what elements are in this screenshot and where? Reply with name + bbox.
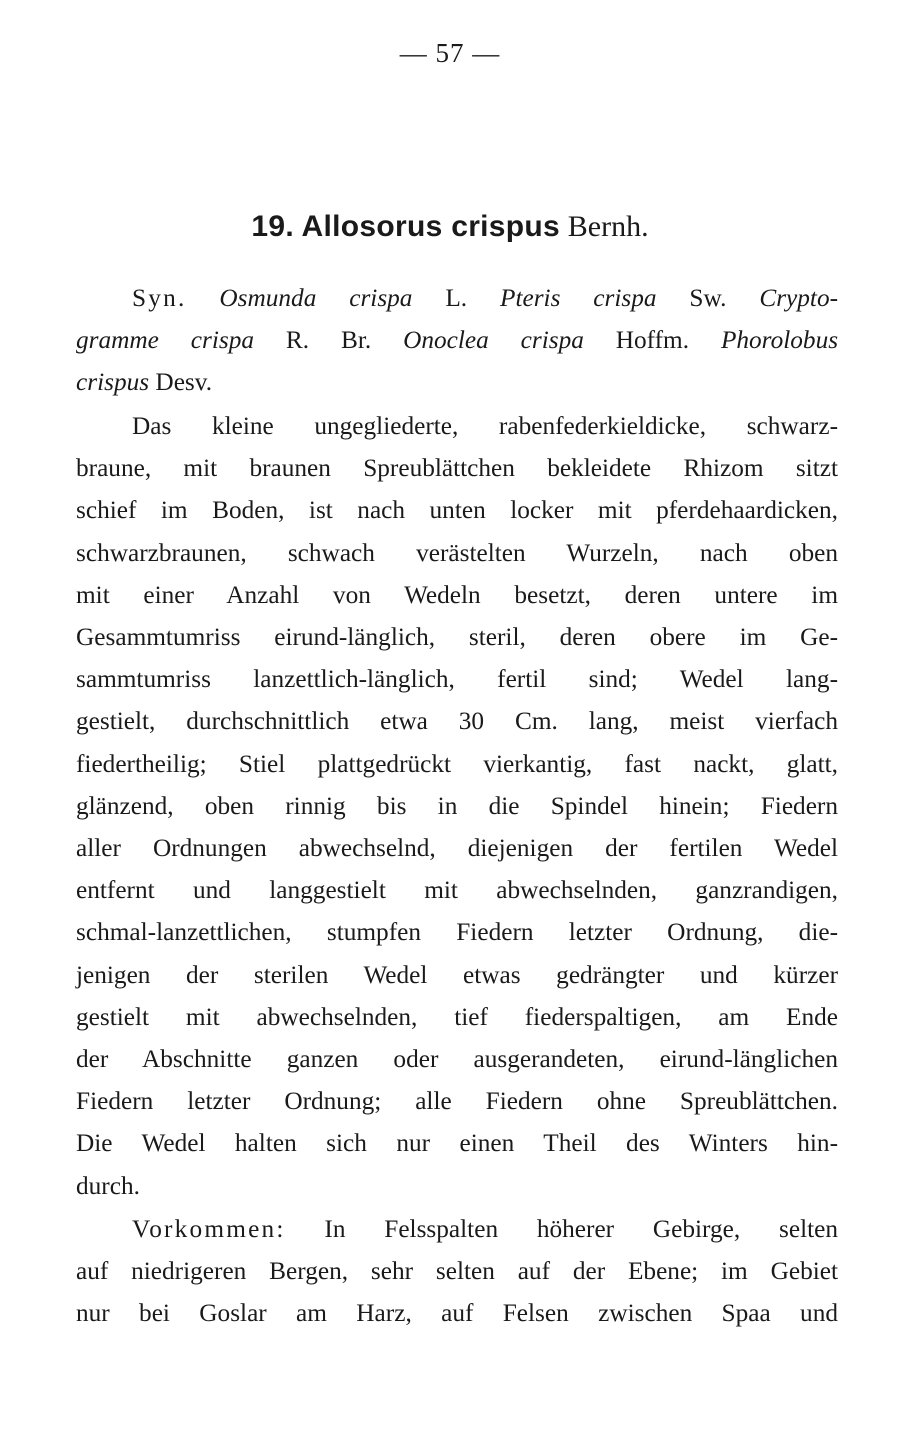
species-author: Bernh.: [567, 210, 649, 243]
vorkommen-line: [76, 1208, 838, 1250]
description-line: schief im Boden, ist nach unten locker mit pferdehaardicken,: [76, 496, 838, 525]
vorkommen-paragraph: [76, 1208, 838, 1335]
synonyms-line: [76, 361, 838, 403]
species-heading: [0, 204, 900, 249]
description-line: mit einer Anzahl von Wedeln besetzt, deren untere im: [76, 580, 838, 609]
description-paragraph: [76, 405, 838, 1207]
description-line: jenigen der sterilen Wedel etwas gedrängter und kürzer: [76, 960, 838, 989]
synonyms-paragraph: [76, 277, 838, 404]
synonyms-line: [76, 319, 838, 361]
description-line: braune, mit braunen Spreublättchen bekleidete Rhizom sitzt: [76, 454, 838, 483]
page-number: — 57 —: [399, 38, 501, 68]
vorkommen-label: Vorkommen:: [132, 1215, 286, 1243]
synonyms-label: Syn.: [132, 284, 187, 312]
vorkommen-line: nur bei Goslar am Harz, auf Felsen zwischen Spaa und: [76, 1299, 838, 1328]
description-line: der Abschnitte ganzen oder ausgerandeten, eirund-länglichen: [76, 1045, 838, 1074]
description-line: Das kleine ungegliederte, rabenfederkieldicke, schwarz-: [132, 412, 838, 440]
synonym-author: Hoffm.: [615, 326, 690, 355]
description-line: gestielt, durchschnittlich etwa 30 Cm. lang, meist vierfach: [76, 707, 838, 736]
synonym-author: Desv.: [155, 368, 213, 397]
description-line: Fiedern letzter Ordnung; alle Fiedern ohne Spreublättchen.: [76, 1087, 838, 1116]
synonym-name: Phorolobus: [720, 326, 839, 355]
description-line: schmal-lanzettlichen, stumpfen Fiedern letzter Ordnung, die-: [76, 918, 838, 947]
vorkommen-line: auf niedrigeren Bergen, sehr selten auf der Ebene; im Gebiet: [76, 1257, 838, 1286]
synonyms-line: [76, 277, 838, 319]
vorkommen-text: In Felsspalten höherer Gebirge, selten: [324, 1215, 838, 1243]
description-line: glänzend, oben rinnig bis in die Spindel hinein; Fiedern: [76, 791, 838, 820]
description-line: entfernt und langgestielt mit abwechselnden, ganzrandigen,: [76, 876, 838, 905]
description-line: durch.: [76, 1171, 140, 1200]
synonym-name: crispus: [76, 368, 150, 397]
description-line: schwarzbraunen, schwach verästelten Wurzeln, nach oben: [76, 538, 838, 567]
synonym-name: Pteris crispa: [500, 284, 657, 312]
synonym-name: Crypto-: [759, 284, 839, 312]
synonym-name: Onoclea crispa: [403, 326, 584, 355]
synonym-author: L.: [445, 284, 468, 312]
description-line: Gesammtumriss eirund-länglich, steril, deren obere im Ge-: [76, 623, 838, 652]
description-line: sammtumriss lanzettlich-länglich, fertil sind; Wedel lang-: [76, 665, 838, 694]
description-line: fiedertheilig; Stiel plattgedrückt vierkantig, fast nackt, glatt,: [76, 749, 838, 778]
description-line: gestielt mit abwechselnden, tief fiederspaltigen, am Ende: [76, 1002, 838, 1031]
synonym-name: Osmunda crispa: [219, 284, 413, 312]
synonym-author: R. Br.: [285, 326, 372, 355]
description-line: aller Ordnungen abwechselnd, diejenigen der fertilen Wedel: [76, 834, 838, 863]
synonym-author: Sw.: [689, 284, 727, 312]
synonym-name: gramme crispa: [76, 326, 255, 355]
description-line: Die Wedel halten sich nur einen Theil des Winters hin-: [76, 1129, 838, 1158]
species-title: 19. Allosorus crispus: [251, 210, 561, 243]
